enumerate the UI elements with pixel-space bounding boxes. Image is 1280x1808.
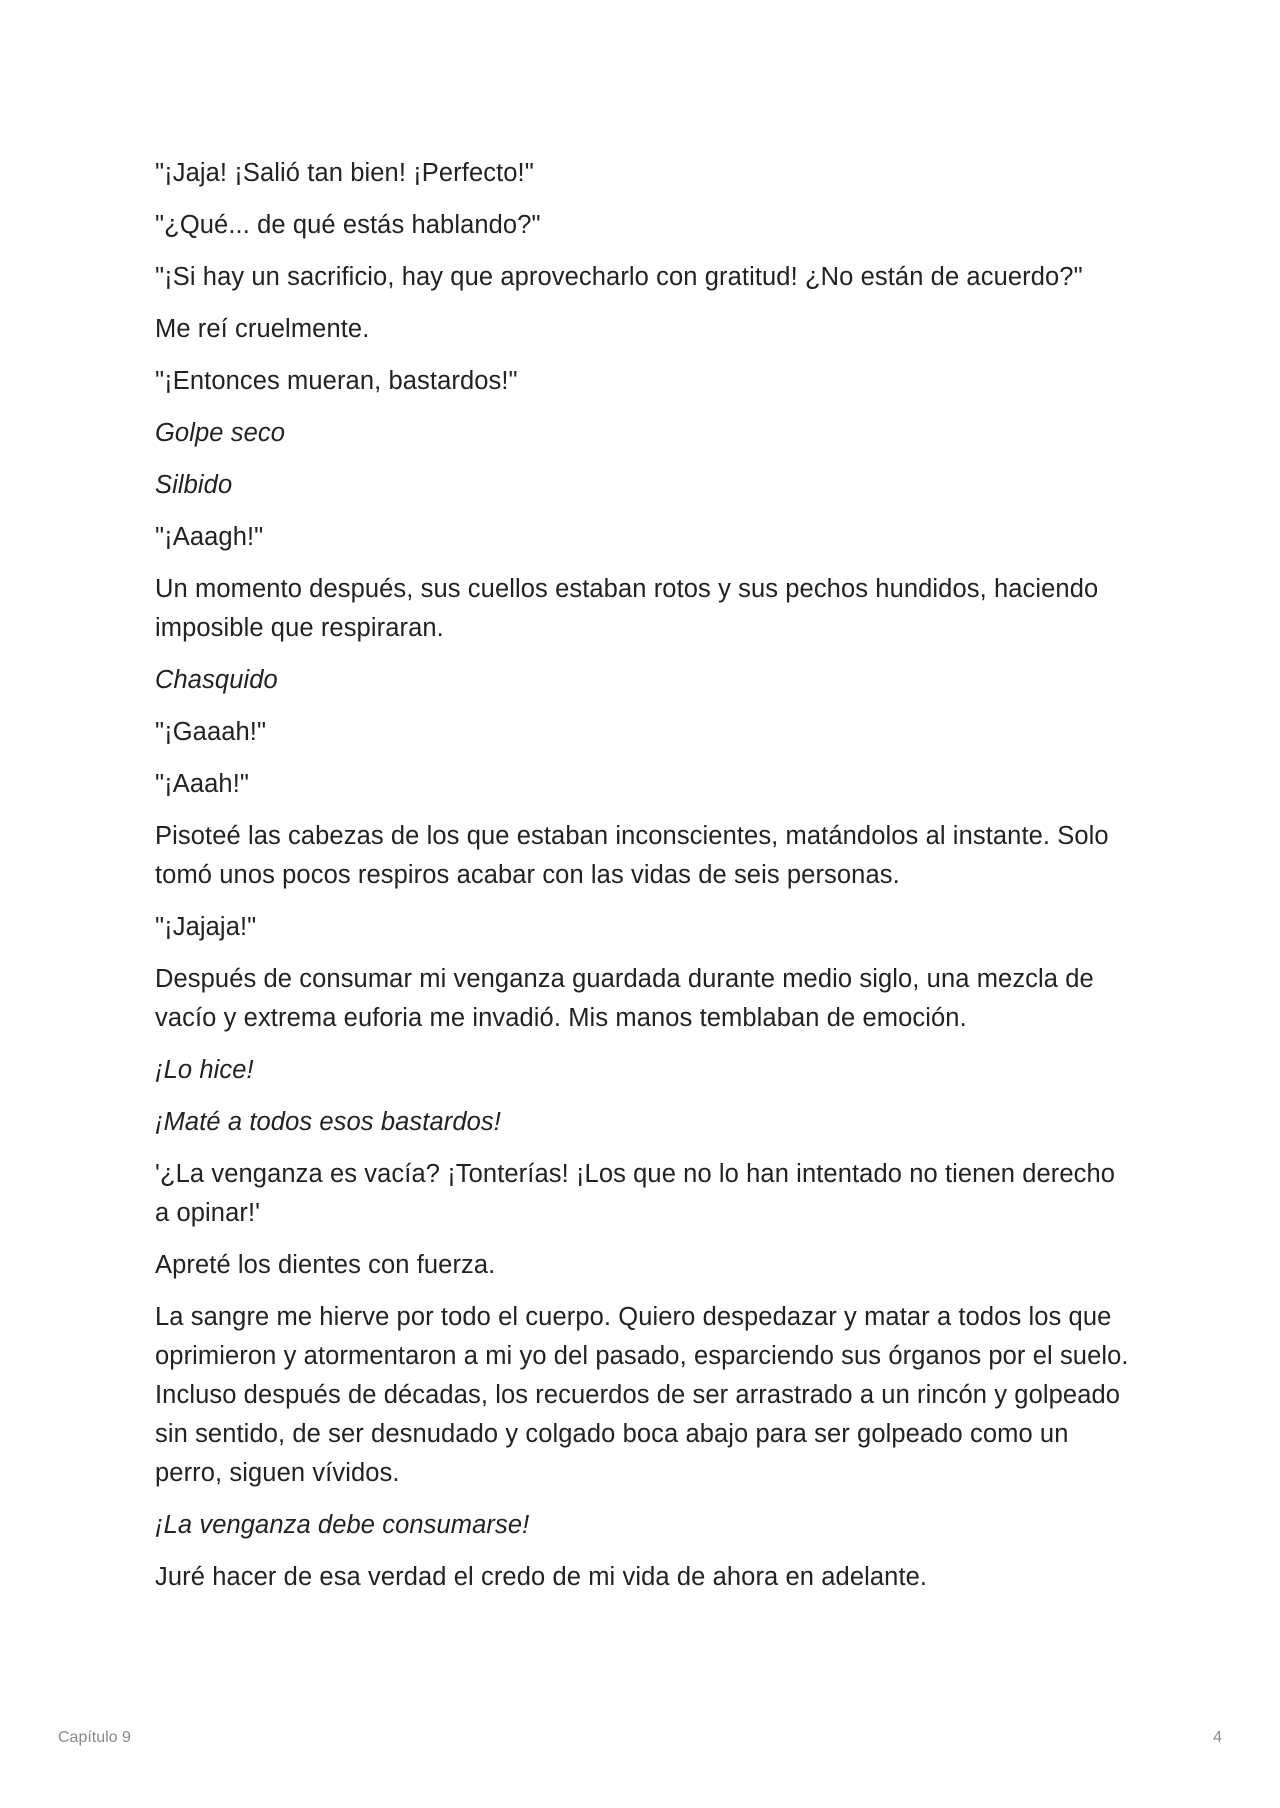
paragraph: "¡Aaagh!" <box>155 523 264 551</box>
paragraph: "¡Si hay un sacrificio, hay que aprovecharlo con gratitud! ¿No están de acuerdo?" <box>155 263 1083 291</box>
paragraph: "¡Gaaah!" <box>155 718 267 746</box>
sound-effect-paragraph: Golpe seco <box>155 419 285 447</box>
footer-chapter-label: Capítulo 9 <box>58 1729 131 1746</box>
paragraph: "¡Aaah!" <box>155 770 250 798</box>
paragraph: "¡Entonces mueran, bastardos!" <box>155 367 518 395</box>
paragraph: Un momento después, sus cuellos estaban rotos y sus pechos hundidos, haciendo imposible que respiraran. <box>155 575 1099 642</box>
paragraph: Me reí cruelmente. <box>155 315 370 343</box>
thought-paragraph: ¡La venganza debe consumarse! <box>155 1511 530 1539</box>
paragraph: Después de consumar mi venganza guardada durante medio siglo, una mezcla de vacío y extrema euforia me invadió. Mis manos temblaban de emoción. <box>155 965 1094 1032</box>
footer-page-number: 4 <box>1213 1729 1222 1746</box>
paragraph: La sangre me hierve por todo el cuerpo. Quiero despedazar y matar a todos los que oprimieron y atormentaron a mi yo del pasado, esparciendo sus órganos por el suelo. Incluso después de décadas, los recuerdos de ser arrastrado a un rincón y golpeado sin sentido, de ser desnudado y colgado boca abajo para ser golpeado como un perro, siguen vívidos. <box>155 1303 1129 1487</box>
sound-effect-paragraph: Silbido <box>155 471 233 499</box>
paragraph: Juré hacer de esa verdad el credo de mi vida de ahora en adelante. <box>155 1563 928 1591</box>
paragraph: "¿Qué... de qué estás hablando?" <box>155 211 541 239</box>
chapter-body <box>155 154 1135 1610</box>
paragraph: "¡Jaja! ¡Salió tan bien! ¡Perfecto!" <box>155 159 534 187</box>
thought-paragraph: ¡Lo hice! <box>155 1056 254 1084</box>
sound-effect-paragraph: Chasquido <box>155 666 278 694</box>
paragraph: '¿La venganza es vacía? ¡Tonterías! ¡Los que no lo han intentado no tienen derecho a opinar!' <box>155 1160 1116 1227</box>
thought-paragraph: ¡Maté a todos esos bastardos! <box>155 1108 501 1136</box>
paragraph: Apreté los dientes con fuerza. <box>155 1251 496 1279</box>
paragraph: Pisoteé las cabezas de los que estaban inconscientes, matándolos al instante. Solo tomó unos pocos respiros acabar con las vidas de seis personas. <box>155 822 1109 889</box>
paragraph: "¡Jajaja!" <box>155 913 257 941</box>
